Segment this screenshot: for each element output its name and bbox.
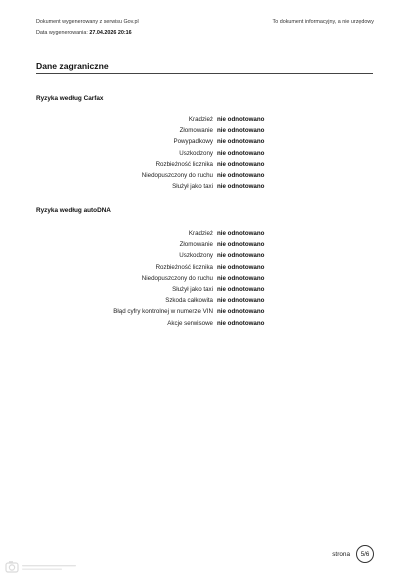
risk-label: Niedopuszczony do ruchu [141, 171, 213, 179]
risk-row [0, 170, 409, 181]
generation-date-label: Data wygenerowania: [36, 30, 90, 36]
autodna-risk-list [0, 228, 409, 329]
risk-row [0, 273, 409, 284]
risk-row [0, 295, 409, 306]
risk-row [0, 114, 409, 125]
risk-label: Niedopuszczony do ruchu [141, 274, 213, 282]
risk-label: Błąd cyfry kontrolnej w numerze VIN [113, 308, 213, 316]
risk-value: nie odnotowano [217, 263, 265, 271]
section-title: Dane zagraniczne [36, 61, 373, 74]
risk-value: nie odnotowano [217, 230, 265, 237]
risk-row [0, 284, 409, 295]
risk-label: Powypadkowy [173, 138, 213, 146]
risk-row [0, 306, 409, 317]
risk-value: nie odnotowano [217, 285, 265, 293]
document-disclaimer: To dokument informacyjny, a nie urzędowy [272, 19, 374, 25]
risk-row [0, 228, 409, 239]
risk-label: Kradzież [188, 116, 213, 123]
page-number-badge: 5/6 [356, 545, 374, 563]
risk-label: Służył jako taxi [172, 183, 213, 191]
risk-value: nie odnotowano [217, 252, 265, 260]
risk-label: Rozbieżność licznika [155, 160, 213, 168]
risk-value: nie odnotowano [217, 138, 265, 146]
risk-row [0, 239, 409, 250]
risk-value: nie odnotowano [217, 160, 265, 168]
page-footer [332, 544, 374, 564]
risk-label: Kradzież [188, 230, 213, 237]
camera-watermark-icon [4, 559, 80, 575]
document-header-left [36, 17, 139, 39]
risk-value: nie odnotowano [217, 241, 265, 249]
risk-label: Służył jako taxi [172, 285, 213, 293]
risk-row [0, 318, 409, 329]
risk-label: Uszkodzony [179, 252, 213, 260]
risk-value: nie odnotowano [217, 183, 265, 191]
risk-row [0, 250, 409, 261]
risk-row [0, 148, 409, 159]
risk-label: Akcje serwisowe [167, 319, 213, 327]
generation-date-value: 27.04.2026 20:16 [89, 30, 132, 36]
autodna-section-title: Ryzyka według autoDNA [36, 207, 111, 214]
risk-label: Złomowanie [179, 241, 213, 249]
risk-row [0, 136, 409, 147]
generation-date-line [36, 28, 139, 39]
risk-row [0, 125, 409, 136]
risk-row [0, 159, 409, 170]
risk-label: Rozbieżność licznika [155, 263, 213, 271]
risk-row [0, 181, 409, 192]
risk-label: Złomowanie [179, 127, 213, 135]
carfax-risk-list [0, 114, 409, 192]
risk-value: nie odnotowano [217, 319, 265, 327]
generated-from-text: Dokument wygenerowany z serwisu Gov.pl [36, 19, 139, 25]
risk-value: nie odnotowano [217, 127, 265, 135]
risk-row [0, 262, 409, 273]
risk-value: nie odnotowano [217, 297, 265, 305]
risk-label: Szkoda całkowita [165, 297, 213, 305]
risk-value: nie odnotowano [217, 171, 265, 179]
risk-value: nie odnotowano [217, 116, 265, 123]
risk-value: nie odnotowano [217, 149, 265, 157]
risk-label: Uszkodzony [179, 149, 213, 157]
carfax-section-title: Ryzyka według Carfax [36, 95, 104, 102]
page-word: strona [332, 550, 350, 558]
risk-value: nie odnotowano [217, 274, 265, 282]
risk-value: nie odnotowano [217, 308, 265, 316]
